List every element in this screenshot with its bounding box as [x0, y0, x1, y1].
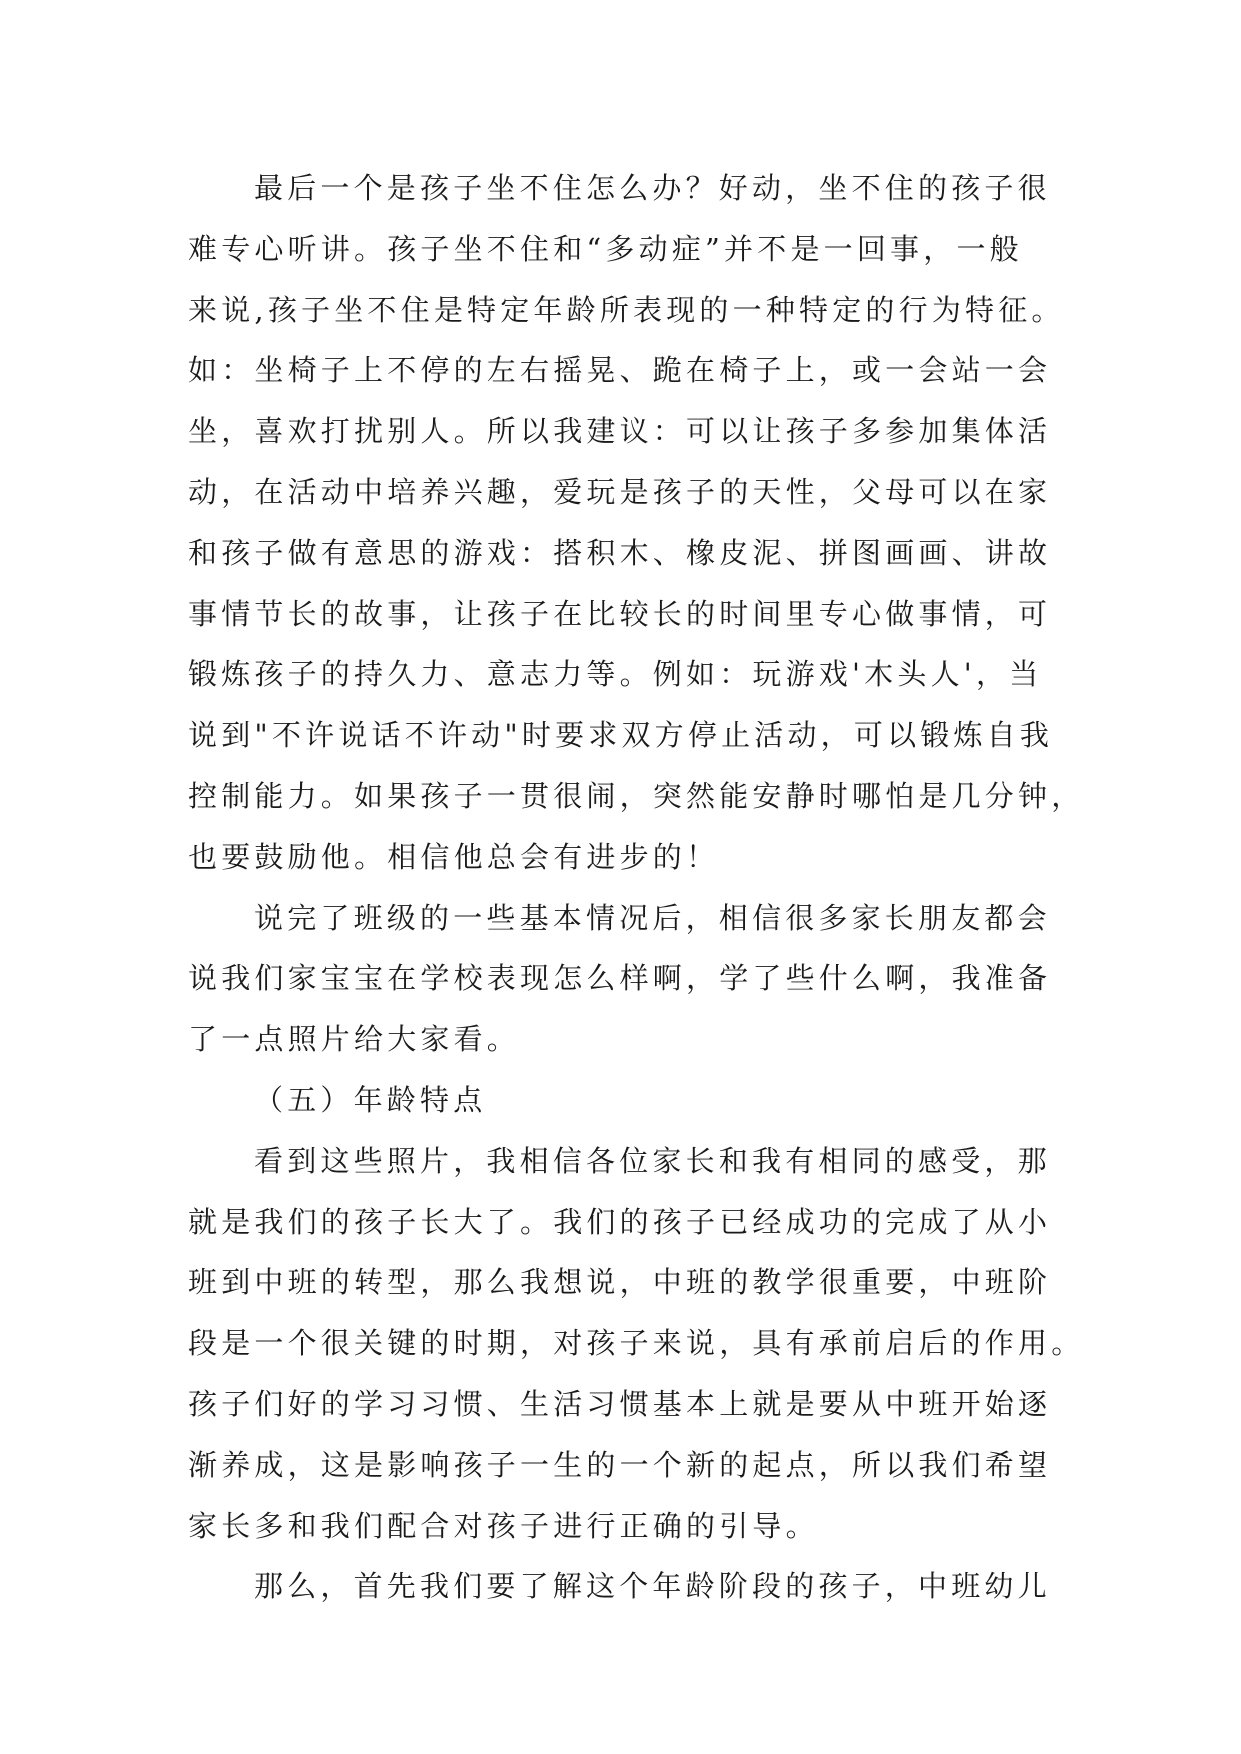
paragraph-line: 说我们家宝宝在学校表现怎么样啊，学了些什么啊，我准备 — [188, 961, 1052, 996]
paragraph-line: 说到"不许说话不许动"时要求双方停止活动，可以锻炼自我 — [188, 718, 1054, 753]
paragraph-line: 了一点照片给大家看。 — [188, 1022, 521, 1057]
paragraph-line: 来说,孩子坐不住是特定年龄所表现的一种特定的行为特征。 — [188, 292, 1065, 327]
section-heading: （五）年龄特点 — [254, 1082, 487, 1117]
paragraph-line: 坐，喜欢打扰别人。所以我建议：可以让孩子多参加集体活 — [188, 414, 1052, 449]
paragraph-line: 段是一个很关键的时期，对孩子来说，具有承前启后的作用。 — [188, 1326, 1085, 1361]
paragraph-line: 也要鼓励他。相信他总会有进步的！ — [188, 839, 720, 874]
paragraph-line: 渐养成，这是影响孩子一生的一个新的起点，所以我们希望 — [188, 1447, 1052, 1482]
paragraph-line: 那么，首先我们要了解这个年龄阶段的孩子，中班幼儿 — [254, 1569, 1051, 1604]
paragraph-line: 控制能力。如果孩子一贯很闹，突然能安静时哪怕是几分钟， — [188, 778, 1085, 813]
paragraph-line: 动，在活动中培养兴趣，爱玩是孩子的天性，父母可以在家 — [188, 474, 1052, 509]
paragraph-line: 说完了班级的一些基本情况后，相信很多家长朋友都会 — [254, 900, 1051, 935]
paragraph-line: 如：坐椅子上不停的左右摇晃、跪在椅子上，或一会站一会 — [188, 353, 1052, 388]
paragraph-line: 难专心听讲。孩子坐不住和“多动症”并不是一回事，一般 — [188, 231, 1023, 266]
paragraph-line: 孩子们好的学习习惯、生活习惯基本上就是要从中班开始逐 — [188, 1386, 1052, 1421]
document-body — [188, 158, 1085, 1617]
paragraph-line: 家长多和我们配合对孩子进行正确的引导。 — [188, 1508, 819, 1543]
paragraph-line: 和孩子做有意思的游戏：搭积木、橡皮泥、拼图画画、讲故 — [188, 535, 1052, 570]
paragraph-line: 事情节长的故事，让孩子在比较长的时间里专心做事情，可 — [188, 596, 1052, 631]
paragraph-line: 最后一个是孩子坐不住怎么办？好动，坐不住的孩子很 — [254, 171, 1051, 205]
paragraph-line: 就是我们的孩子长大了。我们的孩子已经成功的完成了从小 — [188, 1204, 1052, 1239]
paragraph-line: 班到中班的转型，那么我想说，中班的教学很重要，中班阶 — [188, 1265, 1052, 1300]
paragraph-line: 看到这些照片，我相信各位家长和我有相同的感受，那 — [254, 1143, 1051, 1178]
paragraph-line: 锻炼孩子的持久力、意志力等。例如：玩游戏'木头人'，当 — [188, 657, 1043, 692]
